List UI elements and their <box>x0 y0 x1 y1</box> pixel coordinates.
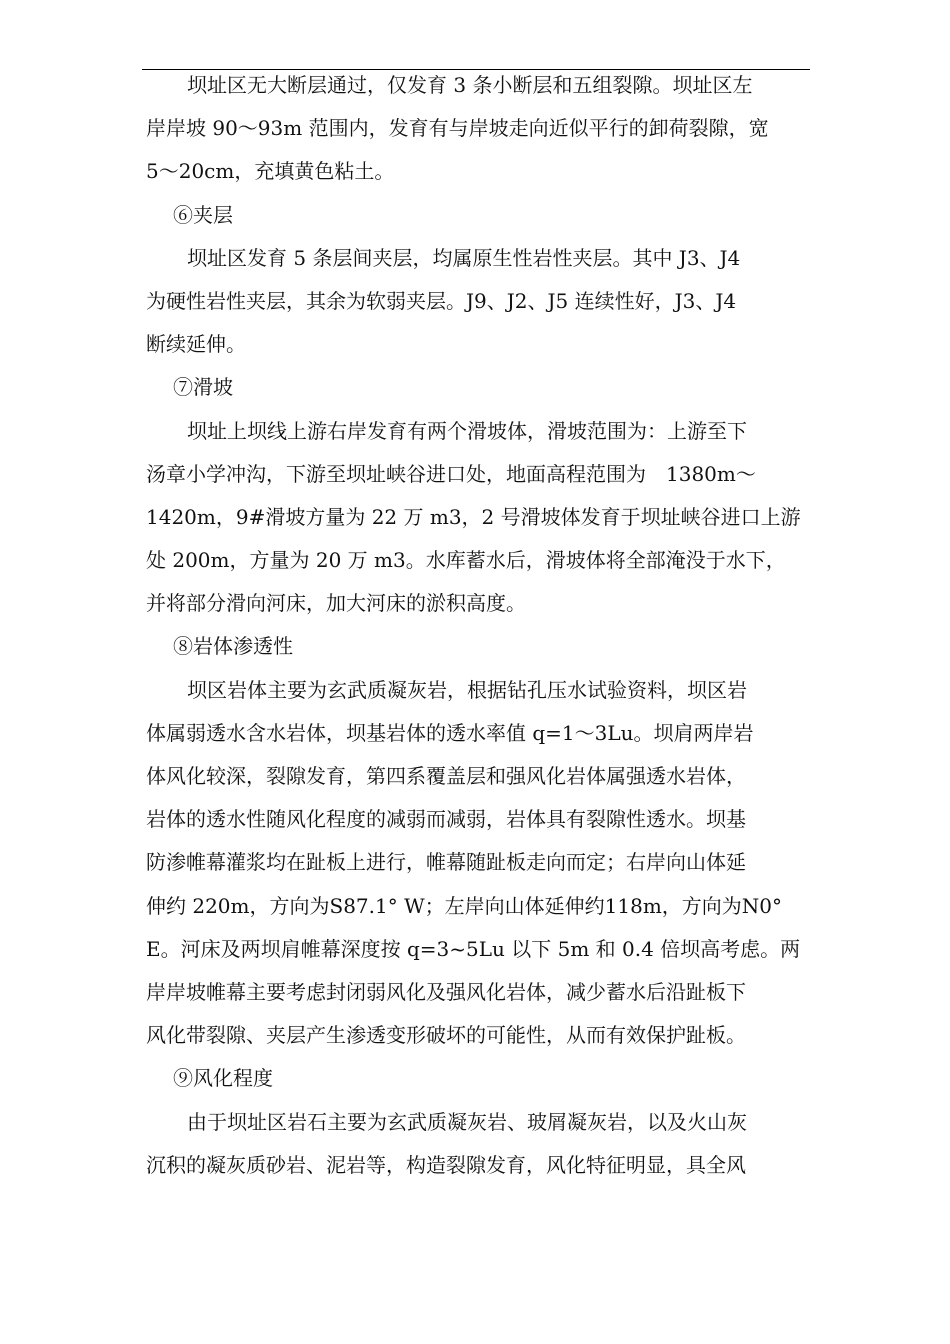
text-line: 并将部分滑向河床，加大河床的淤积高度。 <box>146 591 526 616</box>
text-line: 风化带裂隙、夹层产生渗透变形破坏的可能性，从而有效保护趾板。 <box>146 1023 746 1048</box>
text-line: 体属弱透水含水岩体，坝基岩体的透水率值 q=1～3Lu。坝肩两岸岩 <box>146 720 754 745</box>
paragraph-faults <box>146 64 814 194</box>
section-heading-landslide: ⑦滑坡 <box>173 375 233 400</box>
paragraph-interlayer <box>146 237 814 367</box>
text-line: 防渗帷幕灌浆均在趾板上进行，帷幕随趾板走向而定；右岸向山体延 <box>146 850 746 875</box>
document-body <box>146 64 814 1187</box>
text-line: 为硬性岩性夹层，其余为软弱夹层。J9、J2、J5 连续性好，J3、J4 <box>146 288 737 313</box>
section-heading-weathering: ⑨风化程度 <box>173 1066 273 1091</box>
paragraph-weathering <box>146 1101 814 1187</box>
text-line: 汤章小学冲沟，下游至坝址峡谷进口处，地面高程范围为 1380m～ <box>146 461 756 486</box>
text-line: 岸岸坡帷幕主要考虑封闭弱风化及强风化岩体，减少蓄水后沿趾板下 <box>146 979 746 1004</box>
text-line: 处 200m，方量为 20 万 m3。水库蓄水后，滑坡体将全部淹没于水下， <box>146 548 786 573</box>
text-line: 5～20cm，充填黄色粘土。 <box>146 159 395 184</box>
text-line: 坝址上坝线上游右岸发育有两个滑坡体，滑坡范围为：上游至下 <box>187 418 747 443</box>
text-line: 由于坝址区岩石主要为玄武质凝灰岩、玻屑凝灰岩，以及火山灰 <box>187 1109 747 1134</box>
section-heading-permeability: ⑧岩体渗透性 <box>173 634 293 659</box>
text-line: 沉积的凝灰质砂岩、泥岩等，构造裂隙发育，风化特征明显，具全风 <box>146 1152 746 1177</box>
text-line: 体风化较深，裂隙发育，第四系覆盖层和强风化岩体属强透水岩体， <box>146 764 746 788</box>
text-line: 坝区岩体主要为玄武质凝灰岩，根据钻孔压水试验资料，坝区岩 <box>187 677 747 702</box>
text-line: 岩体的透水性随风化程度的减弱而减弱，岩体具有裂隙性透水。坝基 <box>146 807 746 832</box>
text-line: 伸约 220m，方向为S87.1° W；左岸向山体延伸约118m，方向为N0° <box>146 893 783 918</box>
paragraph-permeability <box>146 669 814 1058</box>
text-line: 断续延伸。 <box>146 332 246 357</box>
text-line: E。河床及两坝肩帷幕深度按 q=3~5Lu 以下 5m 和 0.4 倍坝高考虑。两 <box>146 936 801 961</box>
text-line: 坝址区发育 5 条层间夹层，均属原生性岩性夹层。其中 J3、J4 <box>187 245 741 270</box>
section-heading-interlayer: ⑥夹层 <box>173 202 233 227</box>
text-line: 岸岸坡 90～93m 范围内，发育有与岸坡走向近似平行的卸荷裂隙，宽 <box>146 116 769 141</box>
paragraph-landslide <box>146 410 814 626</box>
text-line: 坝址区无大断层通过，仅发育 3 条小断层和五组裂隙。坝址区左 <box>187 73 753 97</box>
text-line: 1420m，9#滑坡方量为 22 万 m3，2 号滑坡体发育于坝址峡谷进口上游 <box>146 504 801 529</box>
